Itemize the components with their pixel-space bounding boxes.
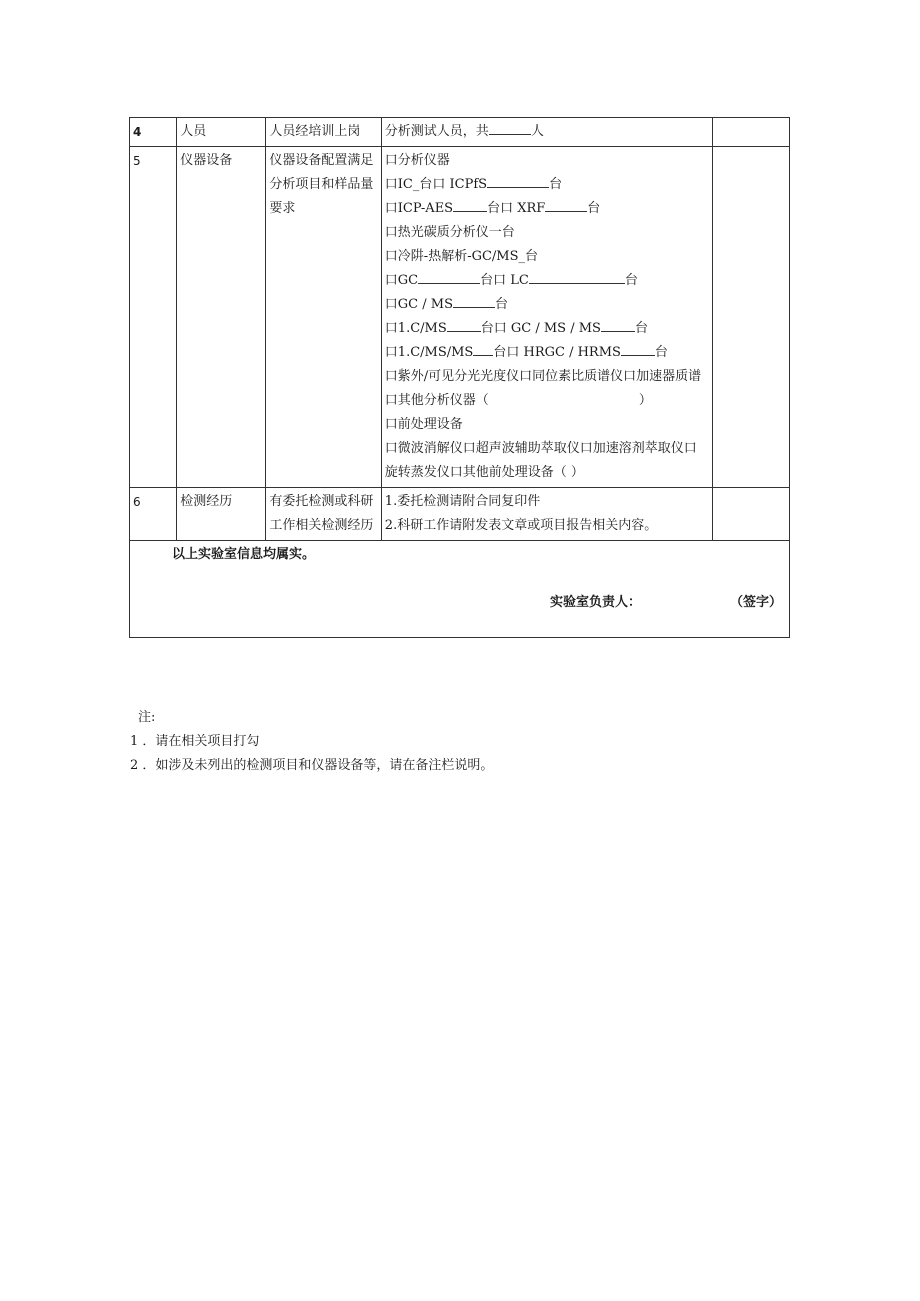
personnel-text: 分析测试人员，共 (384, 124, 489, 139)
sign-hint[interactable]: （签字） (730, 595, 783, 610)
checkbox-option[interactable]: 口其他分析仪器（ ） (384, 393, 652, 408)
table-row (130, 488, 790, 541)
row-requirement: 人员经培训上岗 (266, 118, 381, 147)
instruction-line: 2.科研工作请附发表文章或项目报告相关内容。 (384, 518, 658, 533)
signature-area (130, 541, 790, 638)
row-content (381, 118, 713, 147)
note-item: 2 ．如涉及未列出的检测项目和仪器设备等，请在备注栏说明。 (130, 758, 494, 773)
checkbox-option[interactable]: 口ICP-AES 台口 XRF 台 (385, 197, 710, 221)
row-item: 检测经历 (177, 488, 266, 541)
table-row (130, 118, 790, 147)
checkbox-option[interactable]: 口微波消解仪口超声波辅助萃取仪口加速溶剂萃取仪口旋转蒸发仪口其他前处理设备（ ） (384, 441, 697, 480)
notes-title: 注: (138, 710, 156, 725)
note-item: 1 ．请在相关项目打勾 (130, 734, 260, 749)
row-number: 5 (130, 147, 177, 488)
row-item: 仪器设备 (177, 147, 266, 488)
row-number: 6 (130, 488, 177, 541)
signer-label: 实验室负责人： (550, 595, 642, 610)
row-item: 人员 (177, 118, 266, 147)
table-row (130, 147, 790, 488)
checkbox-option[interactable]: 口热光碳质分析仪一台 (384, 225, 515, 240)
personnel-unit: 人 (530, 124, 544, 139)
footer-row (130, 541, 790, 638)
checkbox-option[interactable]: 口1.C/MS/MS 台口 HRGC / HRMS 台 (385, 341, 710, 365)
checkbox-option[interactable]: 口分析仪器 (384, 153, 450, 168)
checkbox-option[interactable]: 口前处理设备 (384, 417, 463, 432)
checkbox-option[interactable]: 口冷阱-热解析-GC/MS_台 (384, 249, 539, 264)
declaration-text: 以上实验室信息均属实。 (172, 547, 316, 562)
row-requirement: 仪器设备配置满足分析项目和样品量要求 (266, 147, 381, 488)
row-number: 4 (130, 118, 177, 147)
checkbox-option[interactable]: 口1.C/MS 台口 GC / MS / MS 台 (385, 317, 710, 341)
row-remark[interactable] (713, 147, 790, 488)
row-remark[interactable] (713, 488, 790, 541)
row-content (381, 488, 713, 541)
blank-line (489, 120, 531, 135)
row-content (381, 147, 713, 488)
checkbox-option[interactable]: 口紫外/可见分光光度仪口同位素比质谱仪口加速器质谱 (384, 369, 702, 384)
row-requirement: 有委托检测或科研工作相关检测经历 (266, 488, 381, 541)
notes-section (130, 706, 493, 778)
checkbox-option[interactable]: 口IC_台口 ICPfS 台 (385, 173, 710, 197)
instruction-line: 1.委托检测请附合同复印件 (384, 494, 541, 509)
checkbox-option[interactable]: 口GC / MS 台 (385, 293, 710, 317)
checkbox-option[interactable]: 口GC 台口 LC 台 (385, 269, 710, 293)
lab-info-table (129, 117, 790, 638)
row-remark[interactable] (713, 118, 790, 147)
